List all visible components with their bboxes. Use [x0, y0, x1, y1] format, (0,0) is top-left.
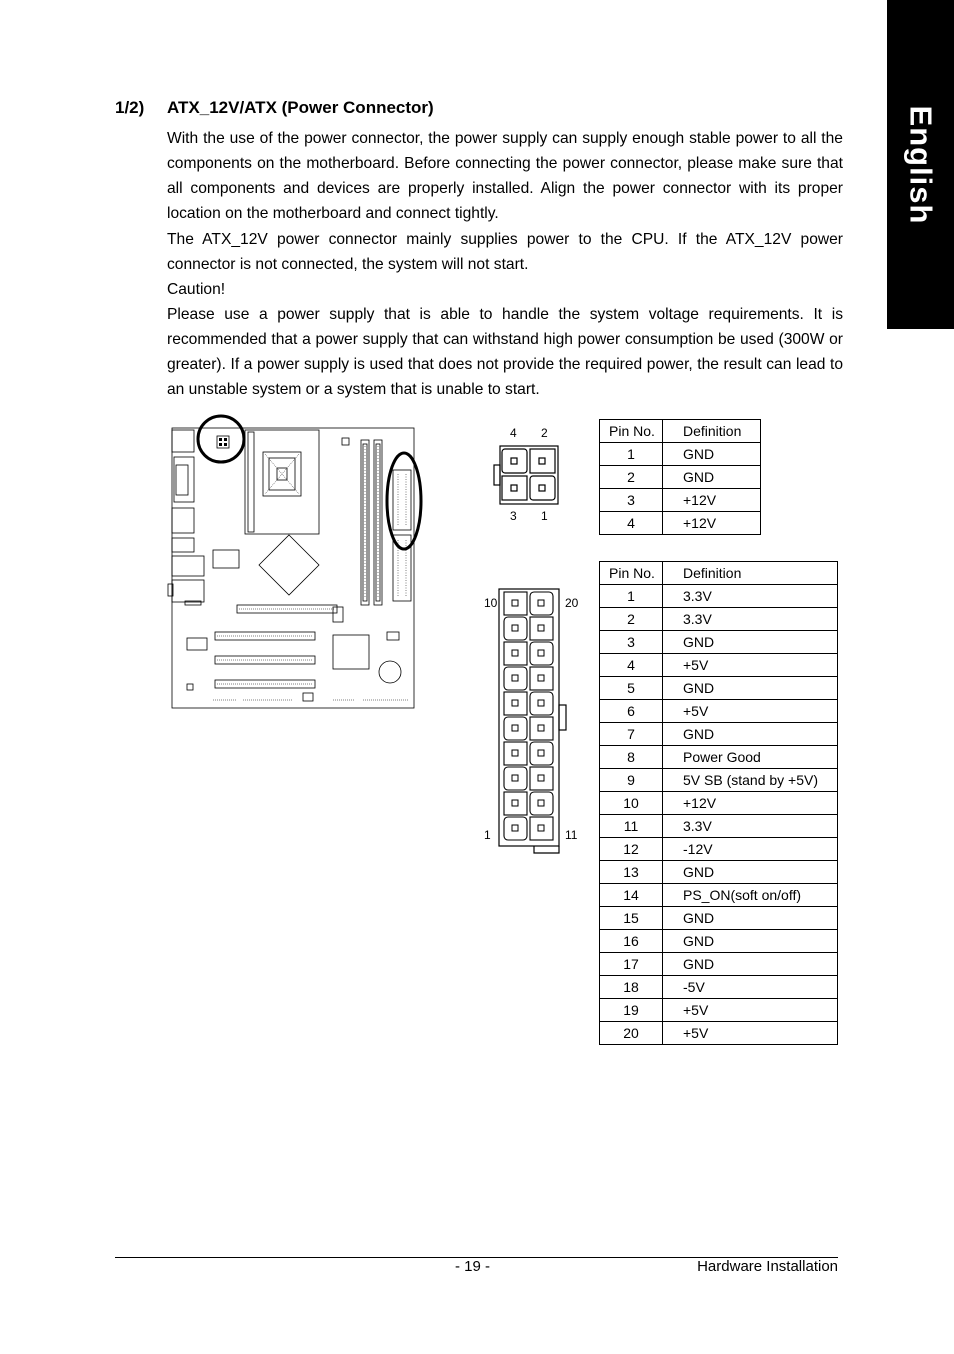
table-row — [600, 585, 838, 608]
connector-pin — [530, 642, 553, 665]
table-row — [600, 723, 838, 746]
connector-pin — [530, 617, 553, 640]
connector-pin-pad — [512, 675, 518, 681]
connector-pin-pad — [538, 725, 544, 731]
pin-no: 10 — [600, 792, 663, 815]
pin-no: 8 — [600, 746, 663, 769]
atx12v-pin-table — [599, 419, 761, 535]
table-row — [600, 884, 838, 907]
connector-pin-pad — [512, 625, 518, 631]
connector-pin — [504, 617, 527, 640]
pin-no: 2 — [600, 608, 663, 631]
pin-definition: +12V — [663, 512, 761, 535]
connector-pin-pad — [512, 725, 518, 731]
pin-definition: +5V — [663, 1022, 838, 1045]
pin-definition: 3.3V — [663, 608, 838, 631]
connector-pin — [530, 667, 553, 690]
connector-pin-pad — [538, 600, 544, 606]
pin-label-10: 10 — [484, 596, 498, 610]
connector-pin — [504, 642, 527, 665]
pin-definition: +5V — [663, 654, 838, 677]
table-row — [600, 792, 838, 815]
header-pin-no: Pin No. — [600, 562, 663, 585]
pin-definition: GND — [663, 953, 838, 976]
pin-definition: GND — [663, 930, 838, 953]
pin-no: 17 — [600, 953, 663, 976]
pin-definition: 3.3V — [663, 585, 838, 608]
pin-definition: Power Good — [663, 746, 838, 769]
table-header-row — [600, 420, 761, 443]
table-row — [600, 489, 761, 512]
section-title: ATX_12V/ATX (Power Connector) — [167, 98, 434, 117]
pin-no: 19 — [600, 999, 663, 1022]
table-row — [600, 815, 838, 838]
pin-no: 2 — [600, 466, 663, 489]
connector-pin — [530, 717, 553, 740]
pin-definition: +5V — [663, 999, 838, 1022]
pin-no: 5 — [600, 677, 663, 700]
connector-pin-pad — [512, 650, 518, 656]
pin-definition: 5V SB (stand by +5V) — [663, 769, 838, 792]
connector-pin-pad — [512, 825, 518, 831]
section-number: 1/2) — [115, 98, 145, 117]
pin-definition: 3.3V — [663, 815, 838, 838]
connector-pin-pad — [538, 800, 544, 806]
pin-label-11: 11 — [565, 828, 578, 842]
language-tab-label: English — [903, 105, 939, 224]
connector-pin — [530, 742, 553, 765]
connector-pin-pad — [512, 700, 518, 706]
pin-label-1: 1 — [484, 828, 491, 842]
pin-definition: +5V — [663, 700, 838, 723]
pin-no: 3 — [600, 631, 663, 654]
table-row — [600, 838, 838, 861]
pin-no: 14 — [600, 884, 663, 907]
table-row — [600, 976, 838, 999]
header-pin-no: Pin No. — [600, 420, 663, 443]
pin-definition: PS_ON(soft on/off) — [663, 884, 838, 907]
pin-definition: +12V — [663, 489, 761, 512]
atx12v-connector — [485, 420, 575, 530]
atx-connector — [475, 585, 590, 875]
table-row — [600, 769, 838, 792]
table-row — [600, 677, 838, 700]
pin-no: 16 — [600, 930, 663, 953]
footer-section-name: Hardware Installation — [697, 1258, 838, 1275]
pin-definition: GND — [663, 723, 838, 746]
pin-no: 20 — [600, 1022, 663, 1045]
connector-pin — [530, 692, 553, 715]
pin-label-4: 4 — [510, 426, 517, 440]
pin-definition: GND — [663, 466, 761, 489]
connector-pin — [504, 767, 527, 790]
pin-label-2: 2 — [541, 426, 548, 440]
table-row — [600, 466, 761, 489]
page-number: - 19 - — [455, 1258, 491, 1275]
table-row — [600, 608, 838, 631]
pin-definition: GND — [663, 443, 761, 466]
pin-no: 1 — [600, 585, 663, 608]
table-row — [600, 999, 838, 1022]
connector-pin — [504, 592, 527, 615]
pin-no: 3 — [600, 489, 663, 512]
pin-definition: -12V — [663, 838, 838, 861]
connector-pin-pad — [512, 800, 518, 806]
pin-no: 13 — [600, 861, 663, 884]
connector-pin-pad — [538, 775, 544, 781]
header-definition: Definition — [663, 420, 761, 443]
connector-pin — [504, 717, 527, 740]
pin-no: 15 — [600, 907, 663, 930]
table-row — [600, 512, 761, 535]
pin-no: 18 — [600, 976, 663, 999]
pin-definition: +12V — [663, 792, 838, 815]
connector-pin-pad — [538, 650, 544, 656]
connector-pin-pad — [538, 675, 544, 681]
connector-pin — [530, 767, 553, 790]
pin-definition: GND — [663, 861, 838, 884]
table-row — [600, 953, 838, 976]
pin-definition: -5V — [663, 976, 838, 999]
pin-definition: GND — [663, 677, 838, 700]
table-row — [600, 700, 838, 723]
connector-pin — [530, 817, 553, 840]
pin-label-1: 1 — [541, 509, 548, 523]
connector-pin — [504, 817, 527, 840]
section-body — [167, 126, 843, 402]
pin-no: 6 — [600, 700, 663, 723]
header-definition: Definition — [663, 562, 838, 585]
paragraph-caution: Please use a power supply that is able to handle the system voltage requirements. It is recommended that a power supply that can withstand high power consumption be used (300W or greater). If a power supply is used that does not provide the required power, the result can lead to an unstable system or a system that is unable to start. — [167, 306, 843, 398]
pin-no: 7 — [600, 723, 663, 746]
caution-label: Caution! — [167, 281, 226, 298]
paragraph-intro: With the use of the power connector, the power supply can supply enough stable power to all the components on the motherboard. Before connecting the power connector, please make sure that all components and devices are properly installed. Align the power connector with its proper location on the motherboard and connect tightly. — [167, 130, 843, 222]
pin-label-3: 3 — [510, 509, 517, 523]
pin-no: 9 — [600, 769, 663, 792]
table-header-row — [600, 562, 838, 585]
pin-no: 4 — [600, 654, 663, 677]
table-row — [600, 1022, 838, 1045]
connector-pin-pad — [512, 600, 518, 606]
connector-pin — [504, 692, 527, 715]
connector-pin — [504, 667, 527, 690]
connector-pin — [530, 592, 553, 615]
paragraph-atx12v: The ATX_12V power connector mainly supplies power to the CPU. If the ATX_12V power connector is not connected, the system will not start. — [167, 231, 843, 273]
connector-pin-pad — [538, 625, 544, 631]
pin-no: 11 — [600, 815, 663, 838]
connector-pin-pad — [538, 750, 544, 756]
connector-pin — [504, 792, 527, 815]
table-row — [600, 654, 838, 677]
connector-pin-pad — [538, 825, 544, 831]
pin-label-20: 20 — [565, 596, 579, 610]
motherboard-diagram — [165, 410, 425, 715]
table-row — [600, 746, 838, 769]
pin-definition: GND — [663, 631, 838, 654]
pin-no: 4 — [600, 512, 663, 535]
table-row — [600, 861, 838, 884]
table-row — [600, 907, 838, 930]
table-row — [600, 443, 761, 466]
pin-no: 12 — [600, 838, 663, 861]
pin-definition: GND — [663, 907, 838, 930]
atx-pin-table — [599, 561, 838, 1045]
connector-pin — [530, 792, 553, 815]
pin-no: 1 — [600, 443, 663, 466]
connector-pin-pad — [538, 700, 544, 706]
connector-pin — [504, 742, 527, 765]
table-row — [600, 631, 838, 654]
language-tab — [887, 0, 954, 329]
connector-pin-pad — [512, 775, 518, 781]
table-row — [600, 930, 838, 953]
connector-pin-pad — [512, 750, 518, 756]
